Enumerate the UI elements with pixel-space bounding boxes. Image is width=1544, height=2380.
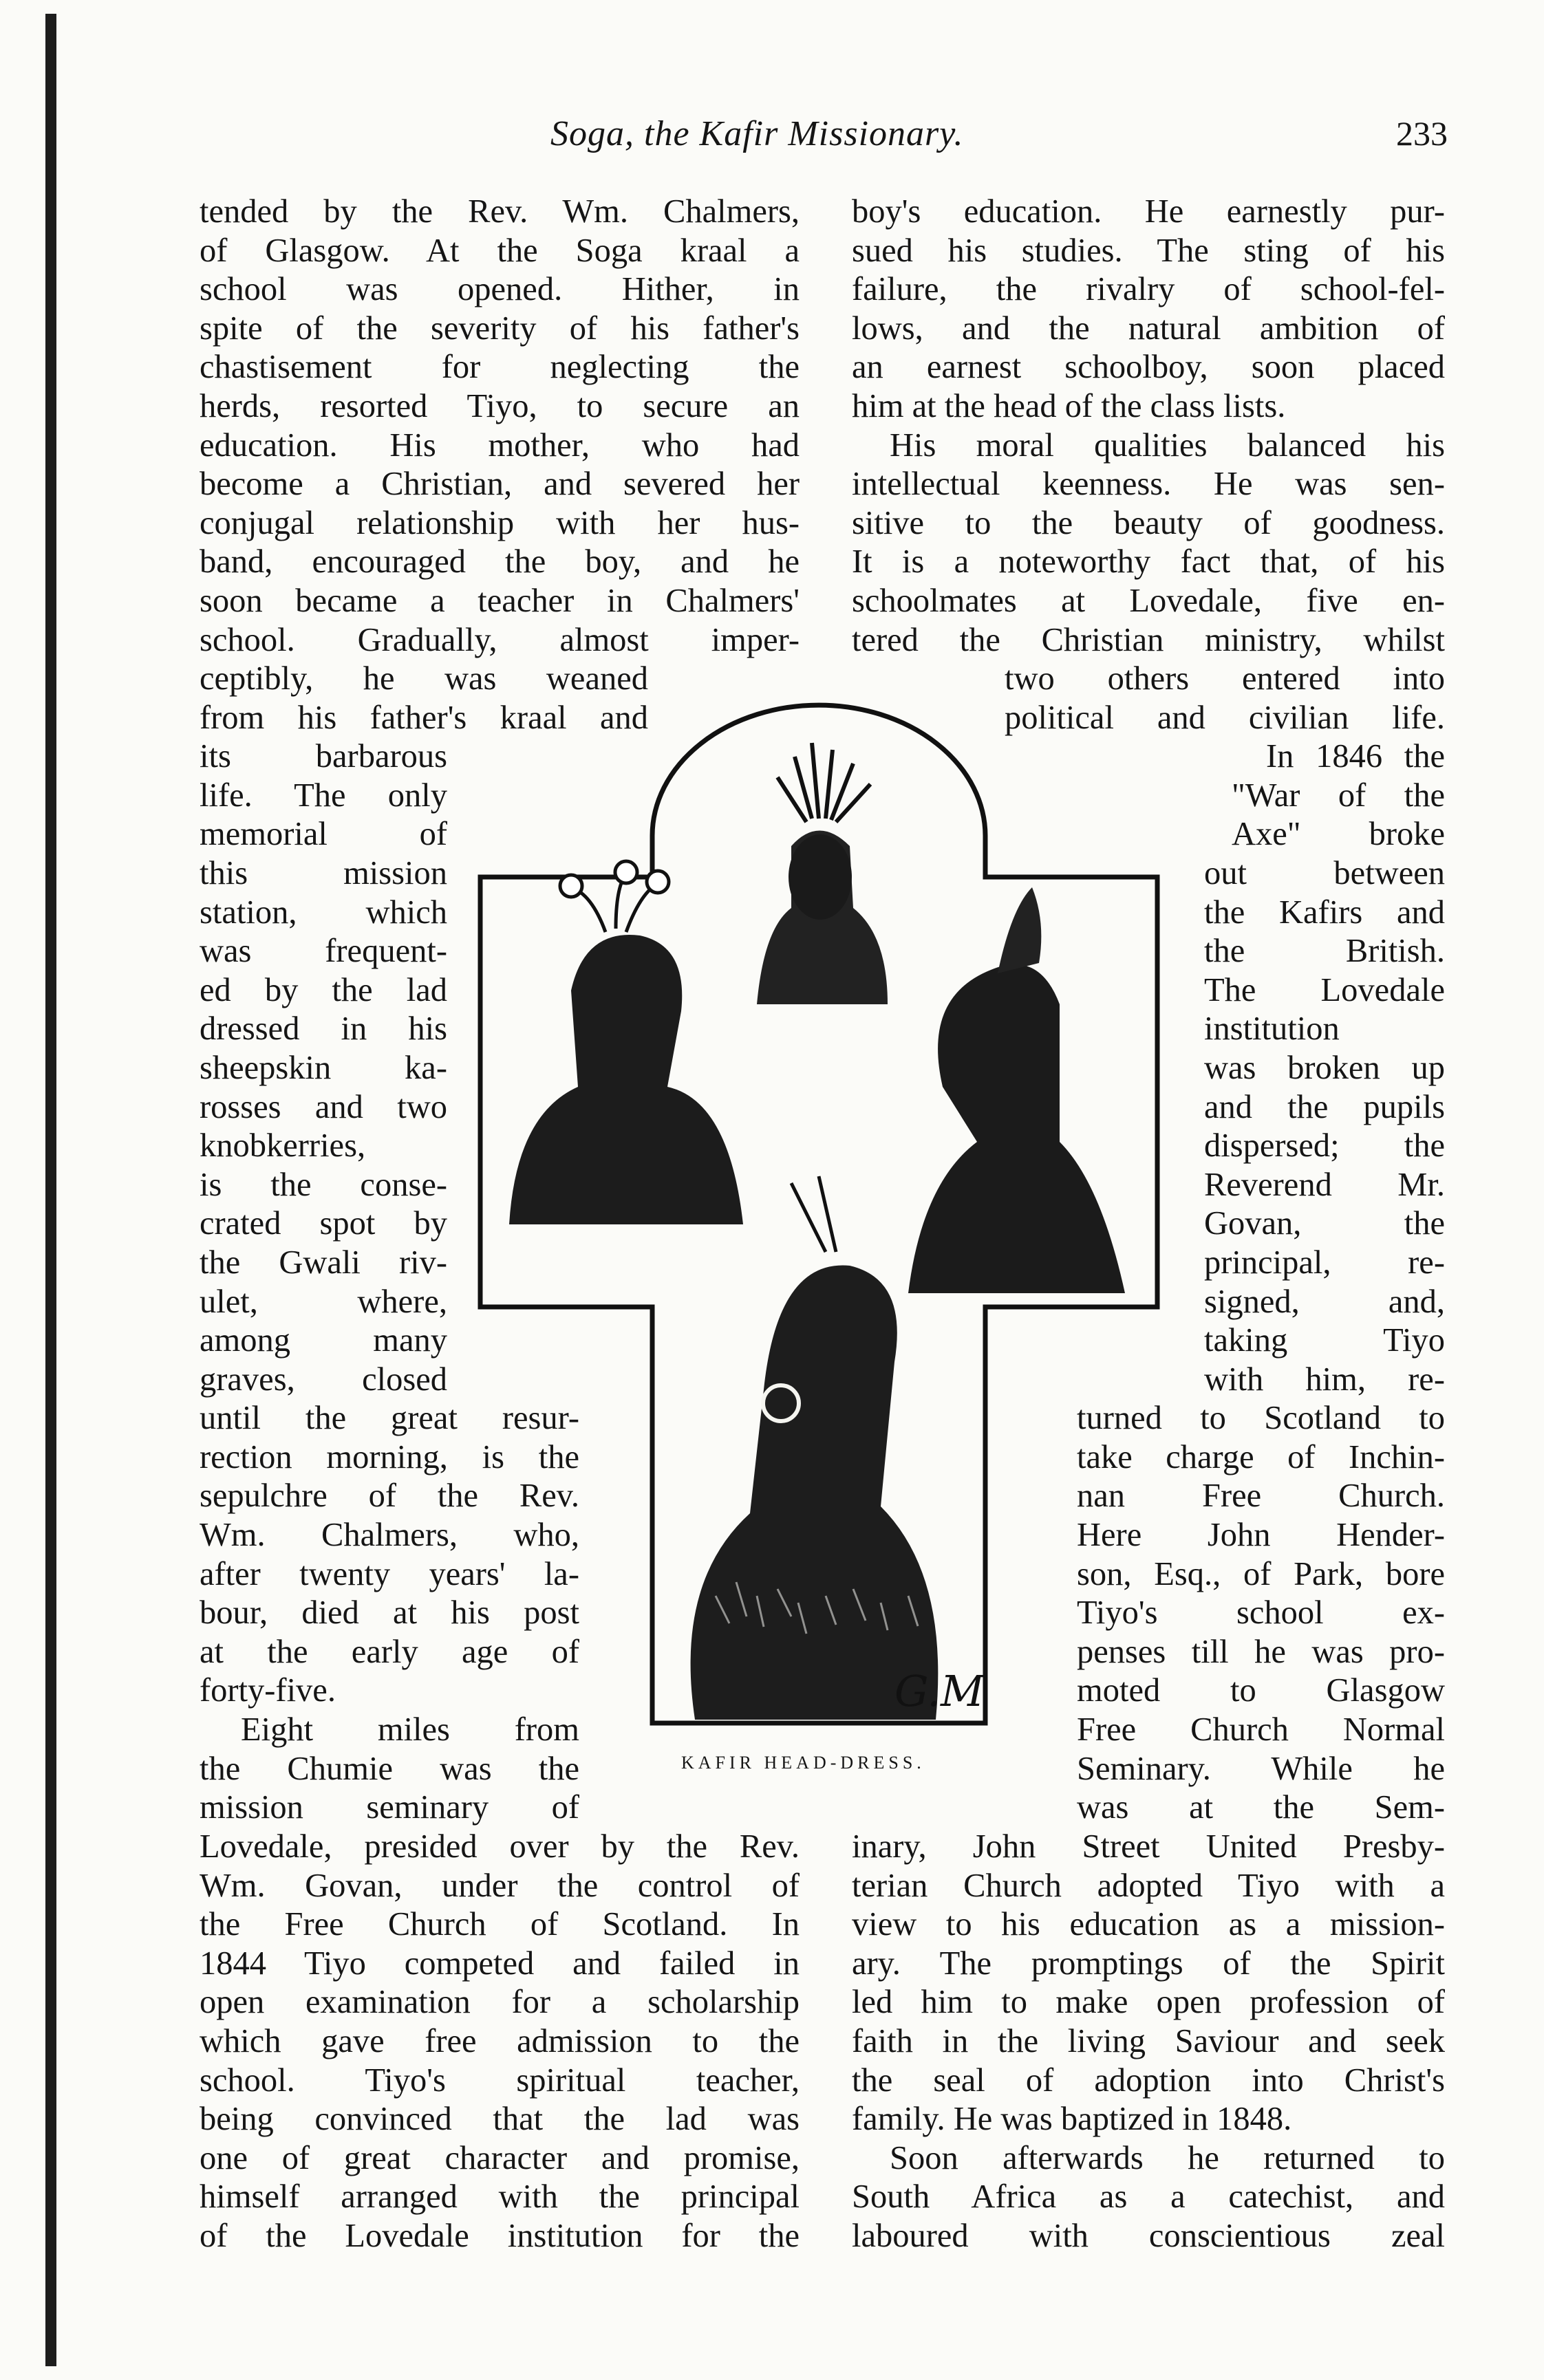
text-line: boy's education. He earnestly pur-	[852, 193, 1445, 230]
text-line: crated spot by	[200, 1205, 447, 1242]
text-line: its barbarous	[200, 738, 447, 775]
text-line: the seal of adoption into Christ's	[852, 2062, 1445, 2099]
bottom-warrior	[691, 1266, 939, 1720]
text-line: station, which	[200, 894, 447, 931]
text-line: was at the Sem-	[1077, 1789, 1445, 1826]
text-line: rosses and two	[200, 1088, 447, 1125]
text-line: Soon afterwards he returned to	[890, 2139, 1445, 2176]
text-line: His moral qualities balanced his	[890, 426, 1445, 464]
text-line: It is a noteworthy fact that, of his	[852, 543, 1445, 581]
text-line: is the conse-	[200, 1166, 447, 1203]
running-head	[0, 113, 1544, 169]
text-line: chastisement for neglecting the	[200, 349, 800, 386]
right-column-bottom	[852, 1828, 1445, 2256]
left-column-top	[200, 193, 800, 660]
text-line: take charge of Inchin-	[1077, 1438, 1445, 1475]
text-line: Seminary. While he	[1077, 1750, 1445, 1787]
text-line: mission seminary of	[200, 1789, 579, 1826]
text-line: led him to make open profession of	[852, 1984, 1445, 2021]
text-line: become a Christian, and severed her	[200, 466, 800, 503]
text-line: the Gwali riv-	[200, 1244, 447, 1281]
text-line: moted to Glasgow	[1077, 1672, 1445, 1709]
text-line: turned to Scotland to	[1077, 1400, 1445, 1437]
text-line: lows, and the natural ambition of	[852, 310, 1445, 347]
text-line: herds, resorted Tiyo, to secure an	[200, 387, 800, 424]
text-line: sheepskin ka-	[200, 1049, 447, 1086]
left-column-bottom	[200, 1828, 800, 2256]
warrior-portraits	[509, 743, 1125, 1720]
text-line: sepulchre of the Rev.	[200, 1478, 579, 1515]
page-number: 233	[1396, 114, 1448, 153]
text-line: Lovedale, presided over by the Rev.	[200, 1828, 800, 1865]
text-line: tered the Christian ministry, whilst	[852, 621, 1445, 658]
text-line: penses till he was pro-	[1077, 1633, 1445, 1670]
left-warrior	[509, 935, 743, 1224]
text-line: bour, died at his post	[200, 1594, 579, 1632]
text-line: an earnest schoolboy, soon placed	[852, 349, 1445, 386]
text-line: dressed in his	[200, 1010, 447, 1048]
text-line: Wm. Govan, under the control of	[200, 1867, 800, 1904]
text-line: Eight miles from	[241, 1711, 579, 1749]
text-line: school. Tiyo's spiritual teacher,	[200, 2062, 800, 2099]
text-line: tended by the Rev. Wm. Chalmers,	[200, 193, 800, 230]
text-line: school was opened. Hither, in	[200, 271, 800, 308]
artist-signature: G.M	[894, 1666, 985, 1716]
text-line: family. He was baptized in 1848.	[852, 2101, 1292, 2138]
text-line: one of great character and promise,	[200, 2139, 800, 2176]
text-line: was frequent-	[200, 933, 447, 970]
text-line: being convinced that the lad was	[200, 2101, 800, 2138]
text-line: of the Lovedale institution for the	[200, 2217, 800, 2254]
text-line: signed, and,	[1204, 1283, 1445, 1320]
text-line: ary. The promptings of the Spirit	[852, 1945, 1445, 1982]
text-line: taking Tiyo	[1204, 1322, 1445, 1359]
text-line: rection morning, is the	[200, 1438, 579, 1475]
text-line: "War of the	[1232, 777, 1445, 814]
text-line: knobkerries,	[200, 1127, 366, 1165]
right-column-top	[852, 193, 1445, 660]
text-line: 1844 Tiyo competed and failed in	[200, 1945, 800, 1982]
text-line: from his father's kraal and	[200, 699, 648, 736]
text-line: The Lovedale	[1204, 971, 1445, 1008]
text-line: nan Free Church.	[1077, 1478, 1445, 1515]
text-line: out between	[1204, 854, 1445, 891]
text-line: band, encouraged the boy, and he	[200, 543, 800, 581]
text-line: principal, re-	[1204, 1244, 1445, 1281]
text-line: this mission	[200, 854, 447, 891]
top-warrior-face	[789, 834, 852, 920]
text-line: open examination for a scholarship	[200, 1984, 800, 2021]
text-line: ceptibly, he was weaned	[200, 660, 648, 697]
text-line: after twenty years' la-	[200, 1555, 579, 1592]
text-line: view to his education as a mission-	[852, 1906, 1445, 1943]
text-line: Tiyo's school ex-	[1077, 1594, 1445, 1632]
text-line: schoolmates at Lovedale, five en-	[852, 582, 1445, 619]
text-line: the Kafirs and	[1204, 894, 1445, 931]
text-line: South Africa as a catechist, and	[852, 2178, 1445, 2216]
text-line: Here John Hender-	[1077, 1517, 1445, 1554]
kafir-head-dress-illustration	[468, 702, 1170, 1737]
text-line: forty-five.	[200, 1672, 336, 1709]
text-line: was broken up	[1204, 1049, 1445, 1086]
text-line: Wm. Chalmers, who,	[200, 1517, 579, 1554]
flower-plumes	[560, 861, 669, 932]
text-line: and the pupils	[1204, 1088, 1445, 1125]
text-line: himself arranged with the principal	[200, 2178, 800, 2216]
text-line: conjugal relationship with her hus-	[200, 504, 800, 541]
text-line: sitive to the beauty of goodness.	[852, 504, 1445, 541]
text-line: laboured with conscientious zeal	[852, 2217, 1445, 2254]
feather-quills	[791, 1176, 836, 1252]
right-warrior-topknot	[998, 887, 1041, 973]
right-warrior	[908, 964, 1125, 1293]
page-spine-edge	[45, 14, 56, 2366]
text-line: intellectual keenness. He was sen-	[852, 466, 1445, 503]
figure-caption: KAFIR HEAD-DRESS.	[681, 1753, 925, 1773]
plume-headdress	[778, 743, 870, 822]
text-line: with him, re-	[1204, 1361, 1445, 1398]
text-line: life. The only	[200, 777, 447, 814]
text-line: of Glasgow. At the Soga kraal a	[200, 232, 800, 269]
text-line: In 1846 the	[1266, 738, 1445, 775]
text-line: him at the head of the class lists.	[852, 387, 1286, 424]
text-line: inary, John Street United Presby-	[852, 1828, 1445, 1865]
running-title: Soga, the Kafir Missionary.	[550, 114, 964, 153]
text-line: institution	[1204, 1010, 1340, 1048]
text-line: which gave free admission to the	[200, 2022, 800, 2059]
text-line: ed by the lad	[200, 971, 447, 1008]
text-line: political and civilian life.	[1005, 699, 1445, 736]
text-line: dispersed; the	[1204, 1127, 1445, 1165]
text-line: Reverend Mr.	[1204, 1166, 1445, 1203]
text-line: graves, closed	[200, 1361, 447, 1398]
text-line: at the early age of	[200, 1633, 579, 1670]
text-line: Axe" broke	[1232, 816, 1445, 853]
text-line: the British.	[1204, 933, 1445, 970]
text-line: among many	[200, 1322, 447, 1359]
text-line: son, Esq., of Park, bore	[1077, 1555, 1445, 1592]
text-line: Govan, the	[1204, 1205, 1445, 1242]
text-line: memorial of	[200, 816, 447, 853]
text-line: faith in the living Saviour and seek	[852, 2022, 1445, 2059]
text-line: school. Gradually, almost imper-	[200, 621, 800, 658]
text-line: until the great resur-	[200, 1400, 579, 1437]
text-line: spite of the severity of his father's	[200, 310, 800, 347]
text-line: soon became a teacher in Chalmers'	[200, 582, 800, 619]
text-line: sued his studies. The sting of his	[852, 232, 1445, 269]
text-line: ulet, where,	[200, 1283, 447, 1320]
text-line: failure, the rivalry of school-fel-	[852, 271, 1445, 308]
text-line: two others entered into	[1005, 660, 1445, 697]
text-line: Free Church Normal	[1077, 1711, 1445, 1749]
text-line: the Chumie was the	[200, 1750, 579, 1787]
text-line: education. His mother, who had	[200, 426, 800, 464]
text-line: the Free Church of Scotland. In	[200, 1906, 800, 1943]
text-line: terian Church adopted Tiyo with a	[852, 1867, 1445, 1904]
